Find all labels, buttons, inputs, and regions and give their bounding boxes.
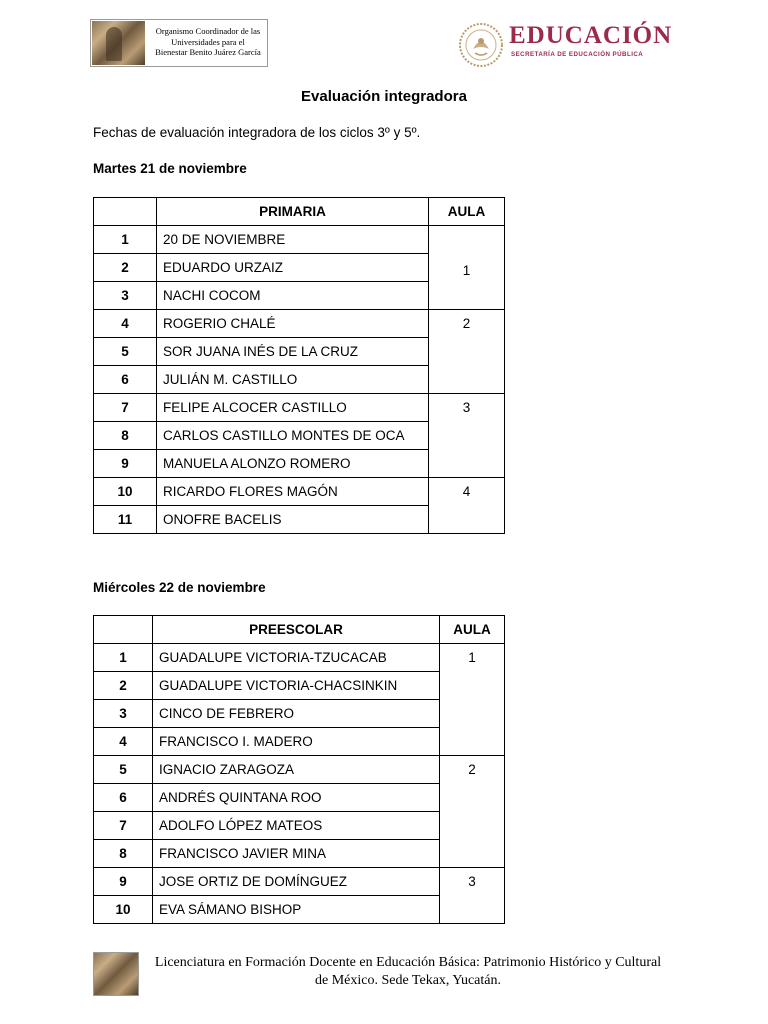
row-number: 8 (94, 840, 153, 868)
school-name: FRANCISCO I. MADERO (153, 728, 440, 756)
school-name: FRANCISCO JAVIER MINA (153, 840, 440, 868)
aula-number: 1 (440, 644, 505, 756)
aula-number: 4 (429, 478, 505, 534)
aula-number: 2 (429, 310, 505, 394)
aula-number: 3 (440, 868, 505, 924)
row-number: 3 (94, 700, 153, 728)
sep-subtitle: SECRETARÍA DE EDUCACIÓN PÚBLICA (511, 51, 644, 58)
school-name: IGNACIO ZARAGOZA (153, 756, 440, 784)
aula-number: 1 (429, 226, 505, 310)
table-row (94, 868, 505, 896)
num-column-header (94, 616, 153, 644)
school-name: FELIPE ALCOCER CASTILLO (157, 394, 429, 422)
row-number: 5 (94, 756, 153, 784)
row-number: 10 (94, 478, 157, 506)
table-header-row (94, 198, 505, 226)
table-row (94, 644, 505, 672)
row-number: 8 (94, 422, 157, 450)
school-name: JULIÁN M. CASTILLO (157, 366, 429, 394)
row-number: 1 (94, 226, 157, 254)
school-name: ONOFRE BACELIS (157, 506, 429, 534)
row-number: 4 (94, 310, 157, 338)
school-name: MANUELA ALONZO ROMERO (157, 450, 429, 478)
org-name: Organismo Coordinador de las Universidades para el Bienestar Benito Juárez García (155, 26, 261, 57)
row-number: 4 (94, 728, 153, 756)
table-row (94, 394, 505, 422)
day1-heading: Martes 21 de noviembre (93, 161, 247, 176)
table-row (94, 756, 505, 784)
row-number: 3 (94, 282, 157, 310)
row-number: 9 (94, 868, 153, 896)
school-name: SOR JUANA INÉS DE LA CRUZ (157, 338, 429, 366)
row-number: 10 (94, 896, 153, 924)
row-number: 6 (94, 784, 153, 812)
aula-number: 3 (429, 394, 505, 478)
row-number: 9 (94, 450, 157, 478)
school-name: EVA SÁMANO BISHOP (153, 896, 440, 924)
row-number: 5 (94, 338, 157, 366)
preescolar-table (93, 615, 505, 924)
aula-number: 2 (440, 756, 505, 868)
aula-column-header: AULA (440, 616, 505, 644)
school-name: ANDRÉS QUINTANA ROO (153, 784, 440, 812)
primaria-column-header: PRIMARIA (157, 198, 429, 226)
footer-text: Licenciatura en Formación Docente en Educación Básica: Patrimonio Histórico y Cultural de México. Sede Tekax, Yucatán. (154, 955, 662, 988)
table-row (94, 478, 505, 506)
table-row (94, 310, 505, 338)
school-name: CINCO DE FEBRERO (153, 700, 440, 728)
table-header-row (94, 616, 505, 644)
primaria-table (93, 197, 505, 534)
school-name: GUADALUPE VICTORIA-TZUCACAB (153, 644, 440, 672)
row-number: 2 (94, 672, 153, 700)
school-name: ADOLFO LÓPEZ MATEOS (153, 812, 440, 840)
row-number: 2 (94, 254, 157, 282)
school-name: EDUARDO URZAIZ (157, 254, 429, 282)
mexico-coat-of-arms-icon (458, 22, 504, 68)
school-name: RICARDO FLORES MAGÓN (157, 478, 429, 506)
sep-title: EDUCACIÓN (509, 22, 673, 49)
school-name: ROGERIO CHALÉ (157, 310, 429, 338)
school-name: CARLOS CASTILLO MONTES DE OCA (157, 422, 429, 450)
footer-logo-image (93, 952, 139, 996)
school-name: JOSE ORTIZ DE DOMÍNGUEZ (153, 868, 440, 896)
table-row (94, 226, 505, 254)
day2-heading: Miércoles 22 de noviembre (93, 580, 266, 595)
row-number: 6 (94, 366, 157, 394)
intro-text: Fechas de evaluación integradora de los ciclos 3º y 5º. (93, 125, 421, 140)
row-number: 11 (94, 506, 157, 534)
preescolar-column-header: PREESCOLAR (153, 616, 440, 644)
aula-column-header: AULA (429, 198, 505, 226)
page-title: Evaluación integradora (301, 88, 467, 105)
row-number: 1 (94, 644, 153, 672)
school-name: GUADALUPE VICTORIA-CHACSINKIN (153, 672, 440, 700)
num-column-header (94, 198, 157, 226)
row-number: 7 (94, 812, 153, 840)
row-number: 7 (94, 394, 157, 422)
university-logo-image (92, 21, 145, 65)
org-logo-block (90, 19, 268, 67)
school-name: NACHI COCOM (157, 282, 429, 310)
school-name: 20 DE NOVIEMBRE (157, 226, 429, 254)
